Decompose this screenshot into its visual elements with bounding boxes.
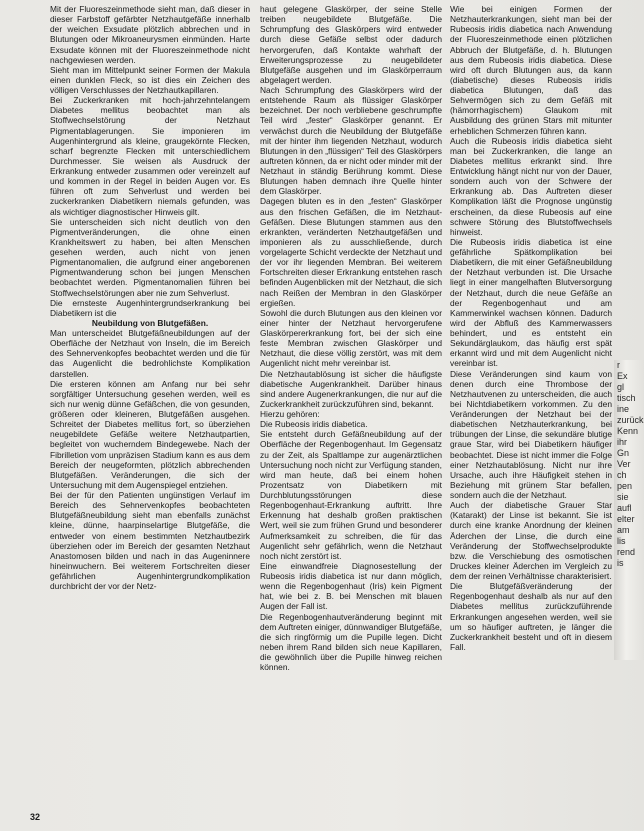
paragraph: Sieht man im Mittelpunkt seiner Formen der Makula einen dunklen Fleck, so ist dies ein Zeichen des völligen Verschlusses der Netzhautkapillaren. bbox=[50, 64, 250, 95]
edge-text-fragment: Ex bbox=[617, 371, 628, 381]
edge-text-fragment: ihr bbox=[617, 437, 628, 447]
edge-text-fragment: Ver bbox=[617, 459, 631, 469]
text-column-right bbox=[450, 4, 612, 810]
paragraph: Eine einwandfreie Diagnosestellung der Rubeosis iridis diabetica ist nur dann möglich, wenn die Regenbogenhaut (Iris) kein Pigment hat, wie bei z. B. bei Menschen mit blauen Augen der Fall ist. bbox=[260, 560, 442, 612]
paragraph: Dagegen bluten es in den „festen“ Glaskörper aus den frischen Gefäßen, die im Netzhaut-Gefäßen. Diese Blutungen stammen aus den erkrankten, veränderten Netzhautgefäßen und imponieren als zu ausschließende, durch vorgelagerte Schicht verdeckte der Netzhaut und der vor ihr liegenden Membran. Bei weiterem Fortschreiten dieser Erkrankung entstehen rasch befinden Augenblicken mit der Netzhaut, die sich nach Reißen der Membran in den Glaskörper ergießen. bbox=[260, 196, 442, 308]
edge-text-fragment: tisch bbox=[617, 393, 636, 403]
paragraph: Sowohl die durch Blutungen aus den kleinen vor einer hinter der Netzhaut hervorgerufene Glaskörpererkrankung fort, bei der sich eine feste Membran zwischen Glaskörper und Netzhaut, die diese völlig zerstört, was mit dem Augenlicht nicht mehr vereinbar ist. bbox=[260, 307, 442, 369]
paragraph: Diese Veränderungen sind kaum von denen durch eine Thrombose der Netzhautvenen zu unterscheiden, die auch bei Nichtdiabetikern vorkommen. Zu den Veränderungen der Netzhaut bei der diabetischen Netzhauterkrankung, bei trübungen der Linse, die sekundäre blutige graue Star, wird bei Diabetikern häufiger beobachtet. Diese ist nicht immer die Folge einer Netzhautablösung. Nicht nur ihre Ursache, auch ihre Häufigkeit stehen in Beziehung mit grünem Star befallen, sondern auch die der Netzhaut. bbox=[450, 368, 612, 500]
edge-text-fragment: Gn bbox=[617, 448, 630, 458]
paragraph: Die Regenbogenhautveränderung beginnt mit dem Auftreten einiger, dünnwandiger Blutgefäße, die sich ringförmig um die Pupille legen. Dicht neben ihrem Rand bilden sich neue Kapillaren, die gewöhnlich über die Pupille hinweg reichen können. bbox=[260, 611, 442, 673]
paragraph: Die Blutgefäßveränderung der Regenbogenhaut deshalb als nur auf den Diabetes mellitus zurückzuführende Erkrankungen angesehen werden, weil sie um so häufiger auftreten, je länger die Zuckerkrankheit besteht und oft in diesem Fall. bbox=[450, 581, 612, 652]
paragraph: Bei der für den Patienten ungünstigen Verlauf im Bereich des Sehnervenkopfes beobachteten Blutgefäßneubildung sieht man ebenfalls zunächst kleine, dünne, haarpinselartige Blutgefäße, die entweder von einem bestimmten Netzhautbezirk überziehen oder im Bereich der gesamten Netzhaut Anastomosen bilden und nach in das Augeninnere hineinwuchern. Bei weiterem Fortschreiten dieser gefährlichen Augenhintergrundkomplikation durchbricht der vor der Netz- bbox=[50, 490, 250, 592]
paragraph: Auch die Rubeosis iridis diabetica sieht man bei Zuckerkranken, die lange an Diabetes mellitus erkrankt sind. Ihre Entwicklung hängt nicht nur von der Dauer, sondern auch von der Schwere der Erkrankung ab. Das Auftreten dieser Komplikation läßt die Prognose ungünstig erscheinen, da diese Rubeosis auf eine schwere Störung des Blutstoffwechsels hinweist. bbox=[450, 135, 612, 237]
edge-text-fragment: zurück bbox=[617, 415, 644, 425]
edge-text-fragment: gl bbox=[617, 382, 625, 392]
paragraph: Nach Schrumpfung des Glaskörpers wird der entstehende Raum als flüssiger Glaskörper bezeichnet. Der noch verbliebene geschrumpfte Teil wird „fester“ Glaskörper genannt. Er verwächst durch die Neubildung der Blutgefäße mit der hinter ihm liegenden Netzhaut, wodurch Blutungen in den „flüssigen“ Teil des Glaskörpers auftreten können, da er nicht oder minder mit der Netzhaut in ständig Berührung kommt. Diese Blutungen haben demnach ihre Quelle hinter dem Glaskörper. bbox=[260, 85, 442, 197]
edge-text-fragment: is bbox=[617, 558, 624, 568]
paragraph: Sie unterscheiden sich nicht deutlich von den Pigmentveränderungen, die ohne einen Krankheitswert zu haben, bei alten Menschen gesehen werden, auch nicht von jenen Pigmentanomalien, die aufgrund einer angeborenen Pigmentwanderung schon bei jungen Menschen beobachtet werden. Pigmentanomalien führen bei Stoffwechselstörungen aber nie zum Sehverlust. bbox=[50, 216, 250, 298]
adjacent-page-edge bbox=[614, 360, 644, 660]
paragraph: Bei Zuckerkranken mit hoch-jahrzehntelangem Diabetes mellitus beobachtet man als Stoffwechselstörung der Netzhaut Pigmentablagerungen. Sie imponieren im Augenhintergrund als kleine, graugekörnte Flecken, scharf begrenzte Flecken mit unterschiedlichem Durchmesser. Sie weisen als Ausdruck der Erkrankung entweder zusammen oder vereinzelt auf und kommen in der Regel in beiden Augen vor. Es führen oft zum Sehverlust und werden bei zuckerkranken Diabetikern niemals gefunden, was als wichtiger diagnostischer Hinweis gilt. bbox=[50, 95, 250, 217]
edge-text-fragment: ch bbox=[617, 470, 627, 480]
paragraph: Die Rubeosis iridis diabetica ist eine gefährliche Spätkomplikation bei Diabetikern, die mit einer Gefäßneubildung der Netzhaut verbunden ist. Die Ursache liegt in einer mangelhaften Blutversorgung der Netzhaut, durch die neue Gefäße an der Regenbogenhaut und am Kammerwinkel wachsen können. Dadurch wird der Abfluß des Kammerwassers behindert, und es entsteht ein Sekundärglaukom, das häufig erst spät erkannt wird und mit dem Augenlicht nicht vereinbar ist. bbox=[450, 236, 612, 369]
edge-text-fragment: lis bbox=[617, 536, 626, 546]
text-column-left bbox=[50, 4, 250, 810]
paragraph: Wie bei einigen Formen der Netzhauterkrankungen, sieht man bei der Rubeosis iridis diabetica nach Anwendung der Fluoreszeinmethode einen plötzlichen Abbruch der Blutgefäße, d. h. Blutungen aus dem Rubeosis iridis diabetica. Diese wird oft durch Blutungen aus, da kann (diabetische) dieses Rubeosis iridis diabetica Blutungen, daß das Sehvermögen sich zu dem Gefäß mit (hämorrhagischem) Glaukom mit Ausbildung des grünen Stars mit mitunter erheblichen Schmerzen führen kann. bbox=[450, 4, 612, 136]
paragraph: haut gelegene Glaskörper, der seine Stelle treiben neugebildete Blutgefäße. Die Schrumpfung des Glaskörpers wird entweder durch diese Gefäße selbst oder dadurch hervorgerufen, daß Kontakte wahrhaft der Erweiterungsprozesse zu neugebildeter Blutgefäße ausgehen und im Glaskörperraum abgelagert werden. bbox=[260, 4, 442, 85]
edge-text-fragment: aufl bbox=[617, 503, 632, 513]
paragraph: Die Rubeosis iridis diabetica. bbox=[260, 419, 368, 430]
paragraph: Sie entsteht durch Gefäßneubildung auf der Oberfläche der Regenbogenhaut. Im Gegensatz zu der Zeit, als Spaltlampe zur augenärztlichen Untersuchung noch nicht zur Verfügung standen, wird man heute, daß bei einem hohen Prozentsatz von Diabetikern mit Durchblutungsstörungen diese Regenbogenhaut-Erkrankung auftritt. Ihre Erkennung hat deshalb großen praktischen Wert, weil sie zum frühen Grund und besonderer Aufmerksamkeit zu schreiben, die für das Augenlicht sehr gefährlich, wenn die Netzhaut noch nicht zerstört ist. bbox=[260, 429, 442, 561]
text-column-middle bbox=[260, 4, 442, 810]
paragraph: Mit der Fluoreszeinmethode sieht man, daß dieser in dieser Farbstoff gefärbter Netzhautgefäße innerhalb der weichen Exsudate plötzlich abbrechen und in Blutungen oder Mikroaneurysmen einmünden. Harte Exsudate können mit der Fluoreszeinmethode nicht nachgewiesen werden. bbox=[50, 4, 250, 65]
edge-text-fragment: pen bbox=[617, 481, 633, 491]
paragraph: Die ersteren können am Anfang nur bei sehr sorgfältiger Untersuchung gesehen werden, weil es sich nur wenig dünne Gefäßchen, die von gesunden, größeren oder kleineren, Blutgefäßen ausgehen. Schreitet der Diabetes mellitus fort, so überziehen neugebildete Gefäße weitere Netzhautpartien, begleitet von wucherndem Bindegewebe. Nach der Fibrilletion vom unpräzisen Stadium kann es aus dem Bereich der neugeformten, plötzlich abbrechenden Blutgefäßen. Veränderungen, die sich der Untersuchung mit dem Augenspiegel entziehen. bbox=[50, 378, 250, 490]
paragraph: Man unterscheidet Blutgefäßneubildungen auf der Oberfläche der Netzhaut von Inseln, die im Bereich des Sehnervenkopfes beobachtet werden und die für das Augenlicht die bedrohlichste Komplikation darstellen. bbox=[50, 328, 250, 379]
page-number: 32 bbox=[30, 812, 41, 822]
edge-text-fragment: ine bbox=[617, 404, 630, 414]
paragraph: Die Netzhautablösung ist sicher die häufigste diabetische Augenkrankheit. Darüber hinaus sind andere Augenerkrankungen, die nur auf die Zuckerkrankheit zurückzuführen sind, bekannt. bbox=[260, 368, 442, 409]
paragraph: Die ernsteste Augenhintergrundserkrankung bei Diabetikern ist die bbox=[50, 297, 250, 318]
edge-text-fragment: am bbox=[617, 525, 630, 535]
edge-text-fragment: sie bbox=[617, 492, 629, 502]
edge-text-fragment: r bbox=[617, 360, 620, 370]
paragraph: Hierzu gehören: bbox=[260, 409, 320, 419]
paragraph: Auch der diabetische Grauer Star (Katarakt) der Linse ist bekannt. Sie ist durch eine kranke Anordnung der kleinen Äderchen der Linse, die durch eine Veränderung der Stoffwechselprodukte bzw. die Verschiebung des osmotischen Druckes kleiner Äderchen im Vergleich zu dem der reinen Verhältnisse charakterisiert. bbox=[450, 500, 612, 581]
section-heading: Neubildung von Blutgefäßen. bbox=[91, 317, 209, 328]
edge-text-fragment: Kenn bbox=[617, 426, 639, 436]
edge-text-fragment: rend bbox=[617, 547, 636, 557]
edge-text-fragment: elter bbox=[617, 514, 635, 524]
